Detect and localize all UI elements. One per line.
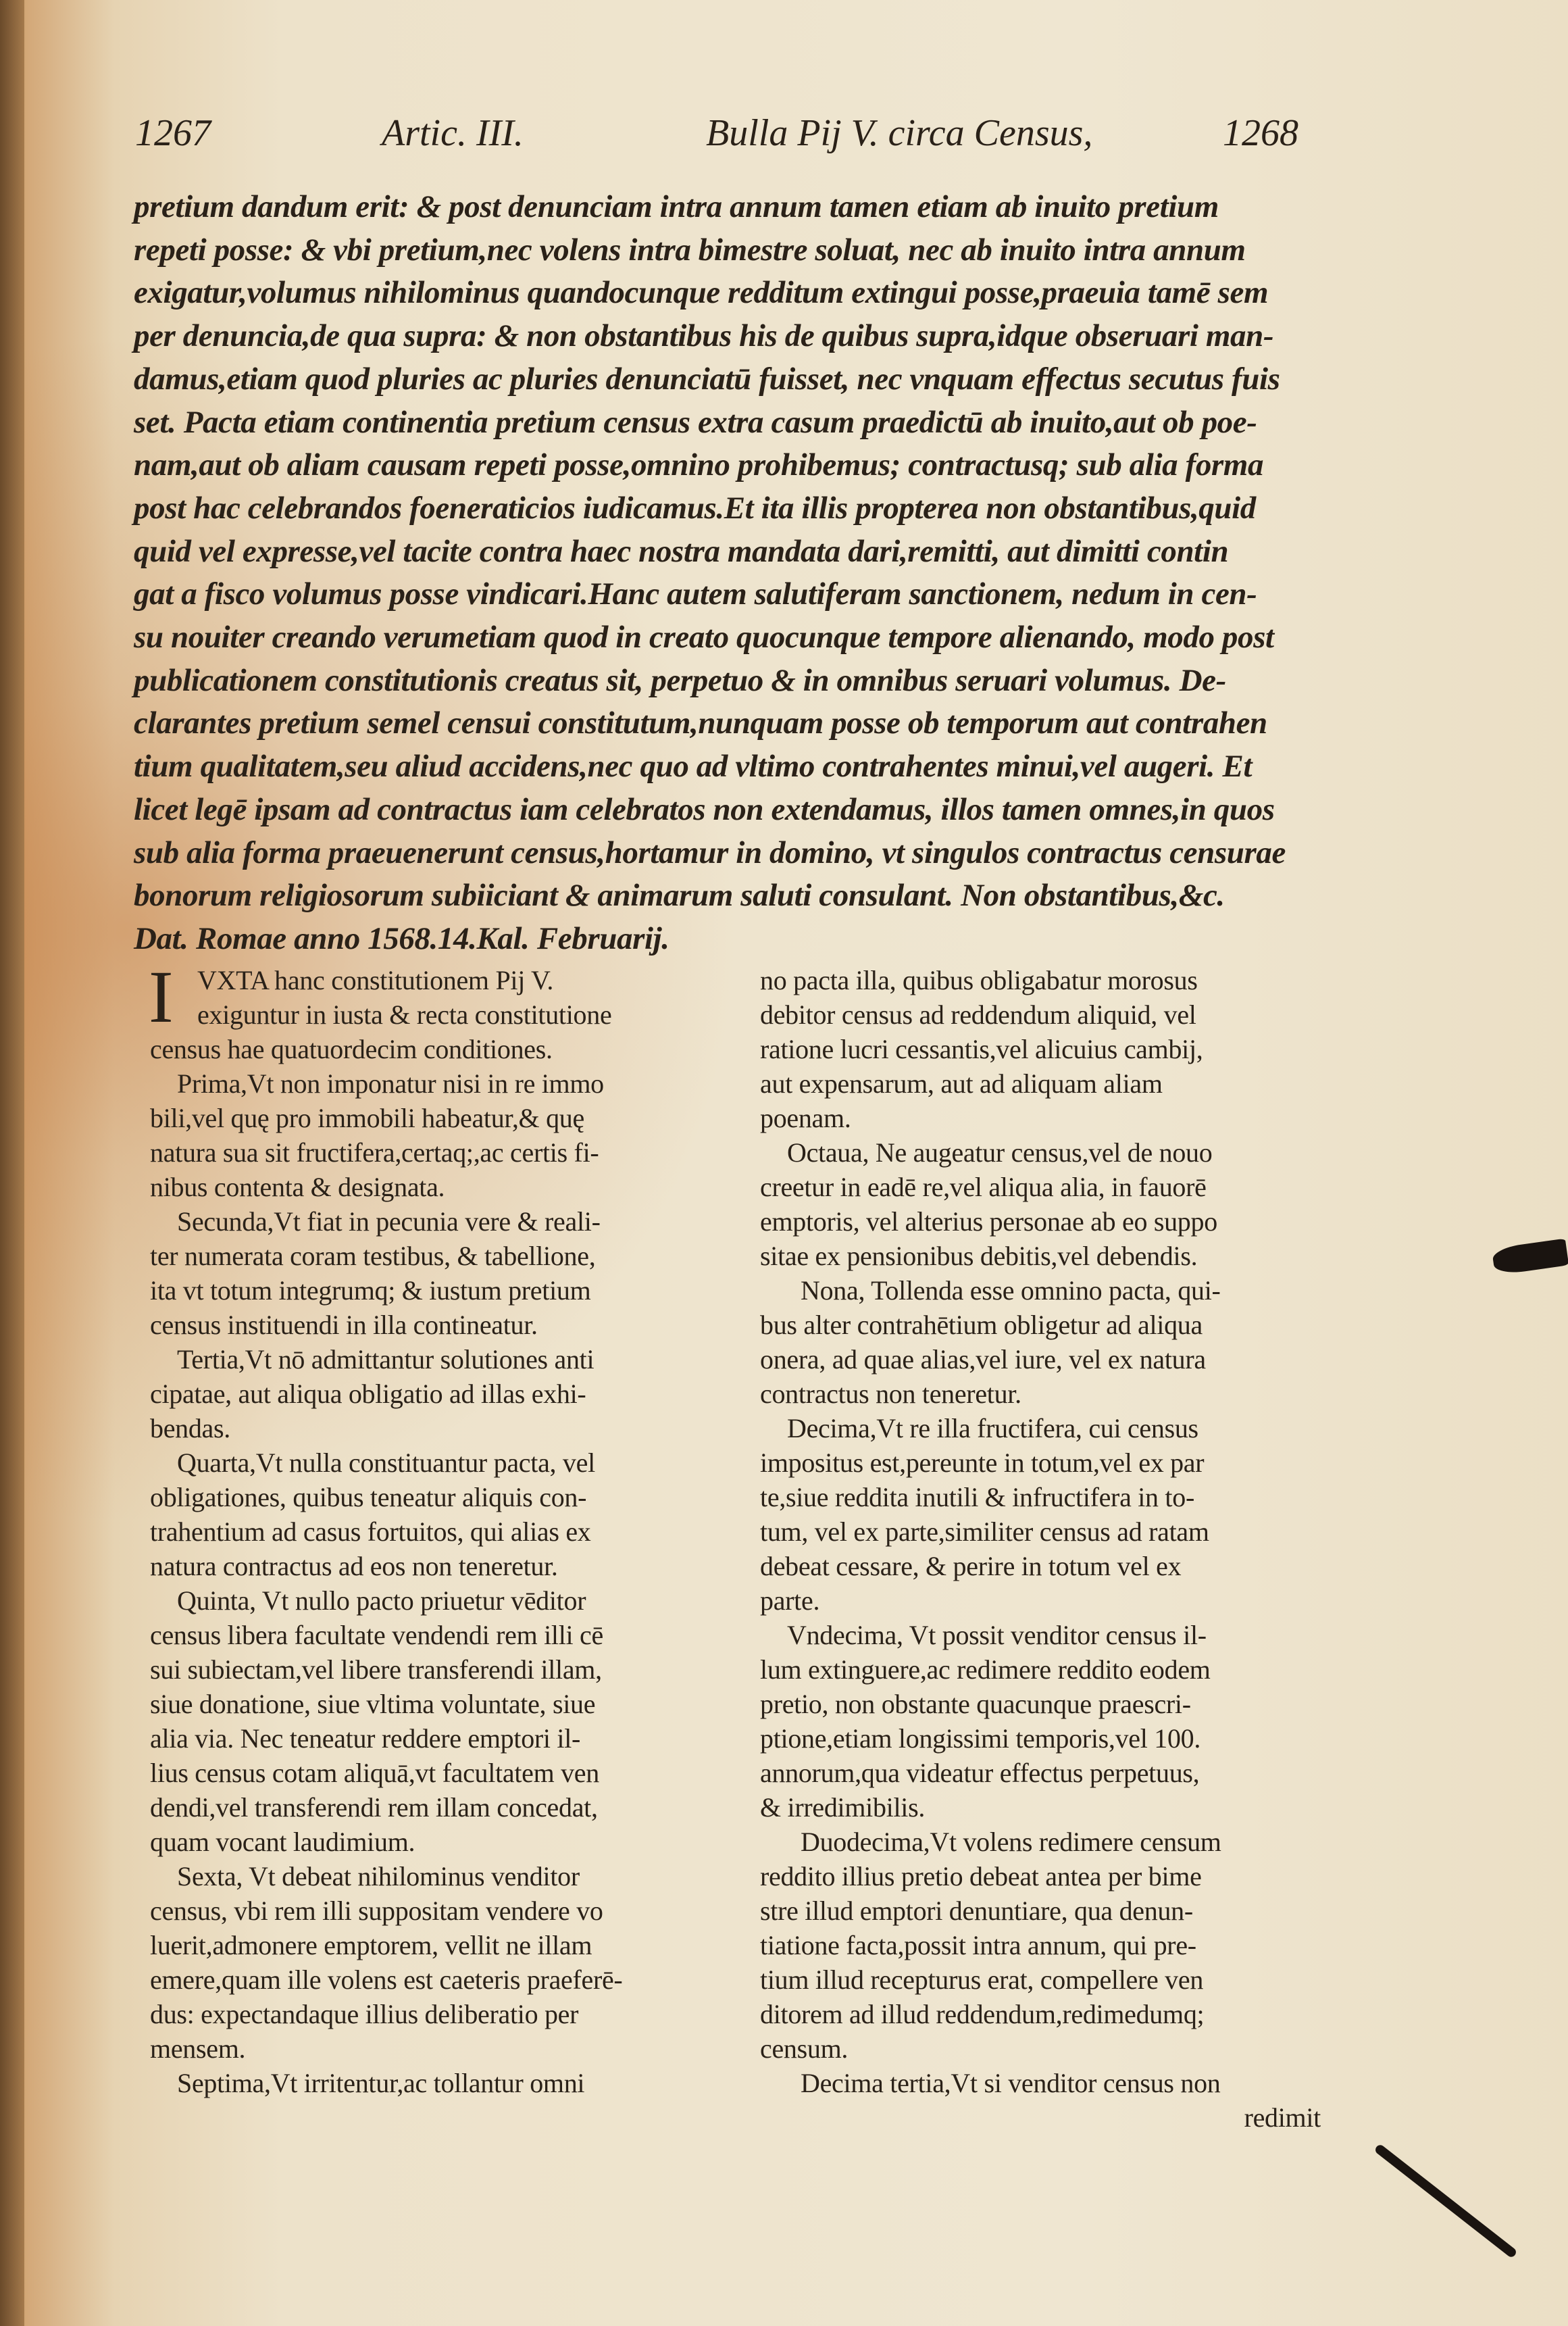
text-line: bili,vel quę pro immobili habeatur,& quę (150, 1103, 584, 1133)
text-line: tiatione facta,possit intra annum, qui pre- (760, 1930, 1196, 1960)
drop-capital: I (149, 956, 174, 1038)
italic-bull-text (134, 186, 1306, 961)
text-line: lum extinguere,ac redimere reddito eodem (760, 1654, 1211, 1685)
text-line: Vndecima, Vt possit venditor census il- (787, 1620, 1207, 1650)
text-line: sub alia forma praeuenerunt census,hortamur in domino, vt singulos contractus censurae (134, 835, 1286, 870)
text-line: publicationem constitutionis creatus sit, perpetuo & in omnibus seruari volumus. De- (134, 662, 1226, 698)
text-line: per denuncia,de qua supra: & non obstantibus his de quibus supra,idque obseruari man- (134, 318, 1274, 354)
text-line: aut expensarum, aut ad aliquam aliam (760, 1068, 1163, 1099)
folio-number-left: 1267 (135, 112, 211, 154)
text-line: exiguntur in iusta & recta constitutione (197, 999, 612, 1030)
text-line: Decima,Vt re illa fructifera, cui census (787, 1413, 1198, 1443)
text-line: natura contractus ad eos non teneretur. (150, 1551, 558, 1581)
text-line: ratione lucri cessantis,vel alicuius cambij, (760, 1034, 1203, 1064)
text-line: census libera facultate vendendi rem illi cē (150, 1620, 603, 1650)
text-line: bendas. (150, 1413, 230, 1443)
article-heading: Artic. III. (382, 112, 524, 154)
text-line: contractus non teneretur. (760, 1379, 1021, 1409)
text-line: tum, vel ex parte,similiter census ad ratam (760, 1516, 1209, 1547)
text-line: Secunda,Vt fiat in pecunia vere & reali- (177, 1206, 601, 1237)
text-line: debeat cessare, & perire in totum vel ex (760, 1551, 1182, 1581)
text-line: alia via. Nec teneatur reddere emptori il- (150, 1723, 581, 1754)
text-line: bonorum religiosorum subiiciant & animarum saluti consulant. Non obstantibus,&c. (134, 878, 1225, 914)
text-line: quid vel expresse,vel tacite contra haec nostra mandata dari,remitti, aut dimitti contin (134, 533, 1229, 569)
text-line: sitae ex pensionibus debitis,vel debendis. (760, 1241, 1198, 1271)
text-line: siue donatione, siue vltima voluntate, siue (150, 1689, 596, 1719)
text-line: parte. (760, 1585, 820, 1616)
text-line: luerit,admonere emptorem, vellit ne illam (150, 1930, 592, 1960)
running-head (135, 112, 1304, 166)
binding-gutter (0, 0, 24, 2326)
text-line: lius census cotam aliquā,vt facultatem ven (150, 1758, 599, 1788)
text-line: census, vbi rem illi suppositam vendere vo (150, 1896, 603, 1926)
text-line: tium qualitatem,seu aliud accidens,nec quo ad vltimo contrahentes minui,vel augeri. Et (134, 749, 1253, 785)
text-line: Septima,Vt irritentur,ac tollantur omni (177, 2068, 585, 2098)
text-line: dendi,vel transferendi rem illam concedat, (150, 1792, 598, 1823)
right-column (760, 963, 1321, 2135)
text-line: redimit (1244, 2102, 1321, 2133)
text-line: gat a fisco volumus posse vindicari.Hanc autem salutiferam sanctionem, nedum in cen- (134, 576, 1257, 612)
bull-heading: Bulla Pij V. circa Census, (706, 112, 1093, 154)
text-line: trahentium ad casus fortuitos, qui alias ex (150, 1516, 591, 1547)
text-line: cipatae, aut aliqua obligatio ad illas exhi- (150, 1379, 586, 1409)
text-line: dus: expectandaque illius deliberatio per (150, 1999, 579, 2029)
left-column (150, 963, 711, 2100)
text-line: Sexta, Vt debeat nihilominus venditor (177, 1861, 580, 1891)
text-line: poenam. (760, 1103, 851, 1133)
text-line: set. Pacta etiam continentia pretium census extra casum praedictū ab inuito,aut ob poe- (134, 404, 1257, 440)
text-line: Duodecima,Vt volens redimere censum (801, 1827, 1221, 1857)
text-line: stre illud emptori denuntiare, qua denun- (760, 1896, 1193, 1926)
text-line: Dat. Romae anno 1568.14.Kal. Februarij. (134, 920, 669, 956)
text-line: pretium dandum erit: & post denunciam intra annum tamen etiam ab inuito pretium (134, 189, 1219, 224)
text-line: Decima tertia,Vt si venditor census non (801, 2068, 1221, 2098)
text-line: ditorem ad illud reddendum,redimedumq; (760, 1999, 1205, 2029)
text-line: Prima,Vt non imponatur nisi in re immo (177, 1068, 604, 1099)
text-line: VXTA hanc constitutionem Pij V. (197, 965, 554, 995)
text-line: debitor census ad reddendum aliquid, vel (760, 999, 1196, 1030)
text-line: nibus contenta & designata. (150, 1172, 445, 1202)
text-line: ptione,etiam longissimi temporis,vel 100. (760, 1723, 1201, 1754)
text-line: licet legē ipsam ad contractus iam celebratos non extendamus, illos tamen omnes,in quos (134, 791, 1275, 827)
folio-number-right: 1268 (1223, 112, 1298, 154)
text-line: census instituendi in illa contineatur. (150, 1310, 538, 1340)
text-line: & irredimibilis. (760, 1792, 926, 1823)
text-line: annorum,qua videatur effectus perpetuus, (760, 1758, 1200, 1788)
text-line: no pacta illa, quibus obligabatur morosus (760, 965, 1198, 995)
text-line: Octaua, Ne augeatur census,vel de nouo (787, 1137, 1213, 1168)
text-line: natura sua sit fructifera,certaq;,ac certis fi- (150, 1137, 599, 1168)
text-line: exigatur,volumus nihilominus quandocunque redditum extingui posse,praeuia tamē sem (134, 275, 1269, 311)
text-line: impositus est,pereunte in totum,vel ex par (760, 1447, 1205, 1478)
ink-stain (1492, 1239, 1568, 1276)
text-line: Quarta,Vt nulla constituantur pacta, vel (177, 1447, 595, 1478)
text-line: pretio, non obstante quacunque praescri- (760, 1689, 1191, 1719)
text-line: su nouiter creando verumetiam quod in creato quocunque tempore alienando, modo post (134, 620, 1274, 655)
text-line: censum. (760, 2033, 849, 2064)
text-line: census hae quatuordecim conditiones. (150, 1034, 553, 1064)
text-line: ter numerata coram testibus, & tabellione, (150, 1241, 596, 1271)
text-line: tium illud recepturus erat, compellere ven (760, 1964, 1204, 1995)
text-line: reddito illius pretio debeat antea per bime (760, 1861, 1202, 1891)
text-line: onera, ad quae alias,vel iure, vel ex natura (760, 1344, 1206, 1375)
text-line: quam vocant laudimium. (150, 1827, 415, 1857)
text-line: bus alter contrahētium obligetur ad aliqua (760, 1310, 1203, 1340)
text-line: damus,etiam quod pluries ac pluries denunciatū fuisset, nec vnquam effectus secutus fuis (134, 361, 1280, 397)
text-line: emptoris, vel alterius personae ab eo suppo (760, 1206, 1217, 1237)
text-line: clarantes pretium semel censui constitutum,nunquam posse ob temporum aut contrahen (134, 706, 1267, 741)
text-line: Quinta, Vt nullo pacto priuetur vēditor (177, 1585, 586, 1616)
text-line: te,siue reddita inutili & infructifera in to- (760, 1482, 1194, 1512)
text-line: Nona, Tollenda esse omnino pacta, qui- (801, 1275, 1221, 1306)
text-line: mensem. (150, 2033, 246, 2064)
text-line: emere,quam ille volens est caeteris praeferē- (150, 1964, 623, 1995)
page-crack (1373, 2143, 1518, 2258)
text-line: Tertia,Vt nō admittantur solutiones anti (177, 1344, 595, 1375)
text-line: sui subiectam,vel libere transferendi illam, (150, 1654, 602, 1685)
text-line: ita vt totum integrumq; & iustum pretium (150, 1275, 591, 1306)
text-line: obligationes, quibus teneatur aliquis con- (150, 1482, 587, 1512)
text-line: post hac celebrandos foeneraticios iudicamus.Et ita illis propterea non obstantibus,quid (134, 490, 1256, 526)
text-line: nam,aut ob aliam causam repeti posse,omnino prohibemus; contractusq; sub alia forma (134, 447, 1264, 483)
text-line: repeti posse: & vbi pretium,nec volens intra bimestre soluat, nec ab inuito intra annum (134, 232, 1246, 268)
text-line: creetur in eadē re,vel aliqua alia, in fauorē (760, 1172, 1207, 1202)
